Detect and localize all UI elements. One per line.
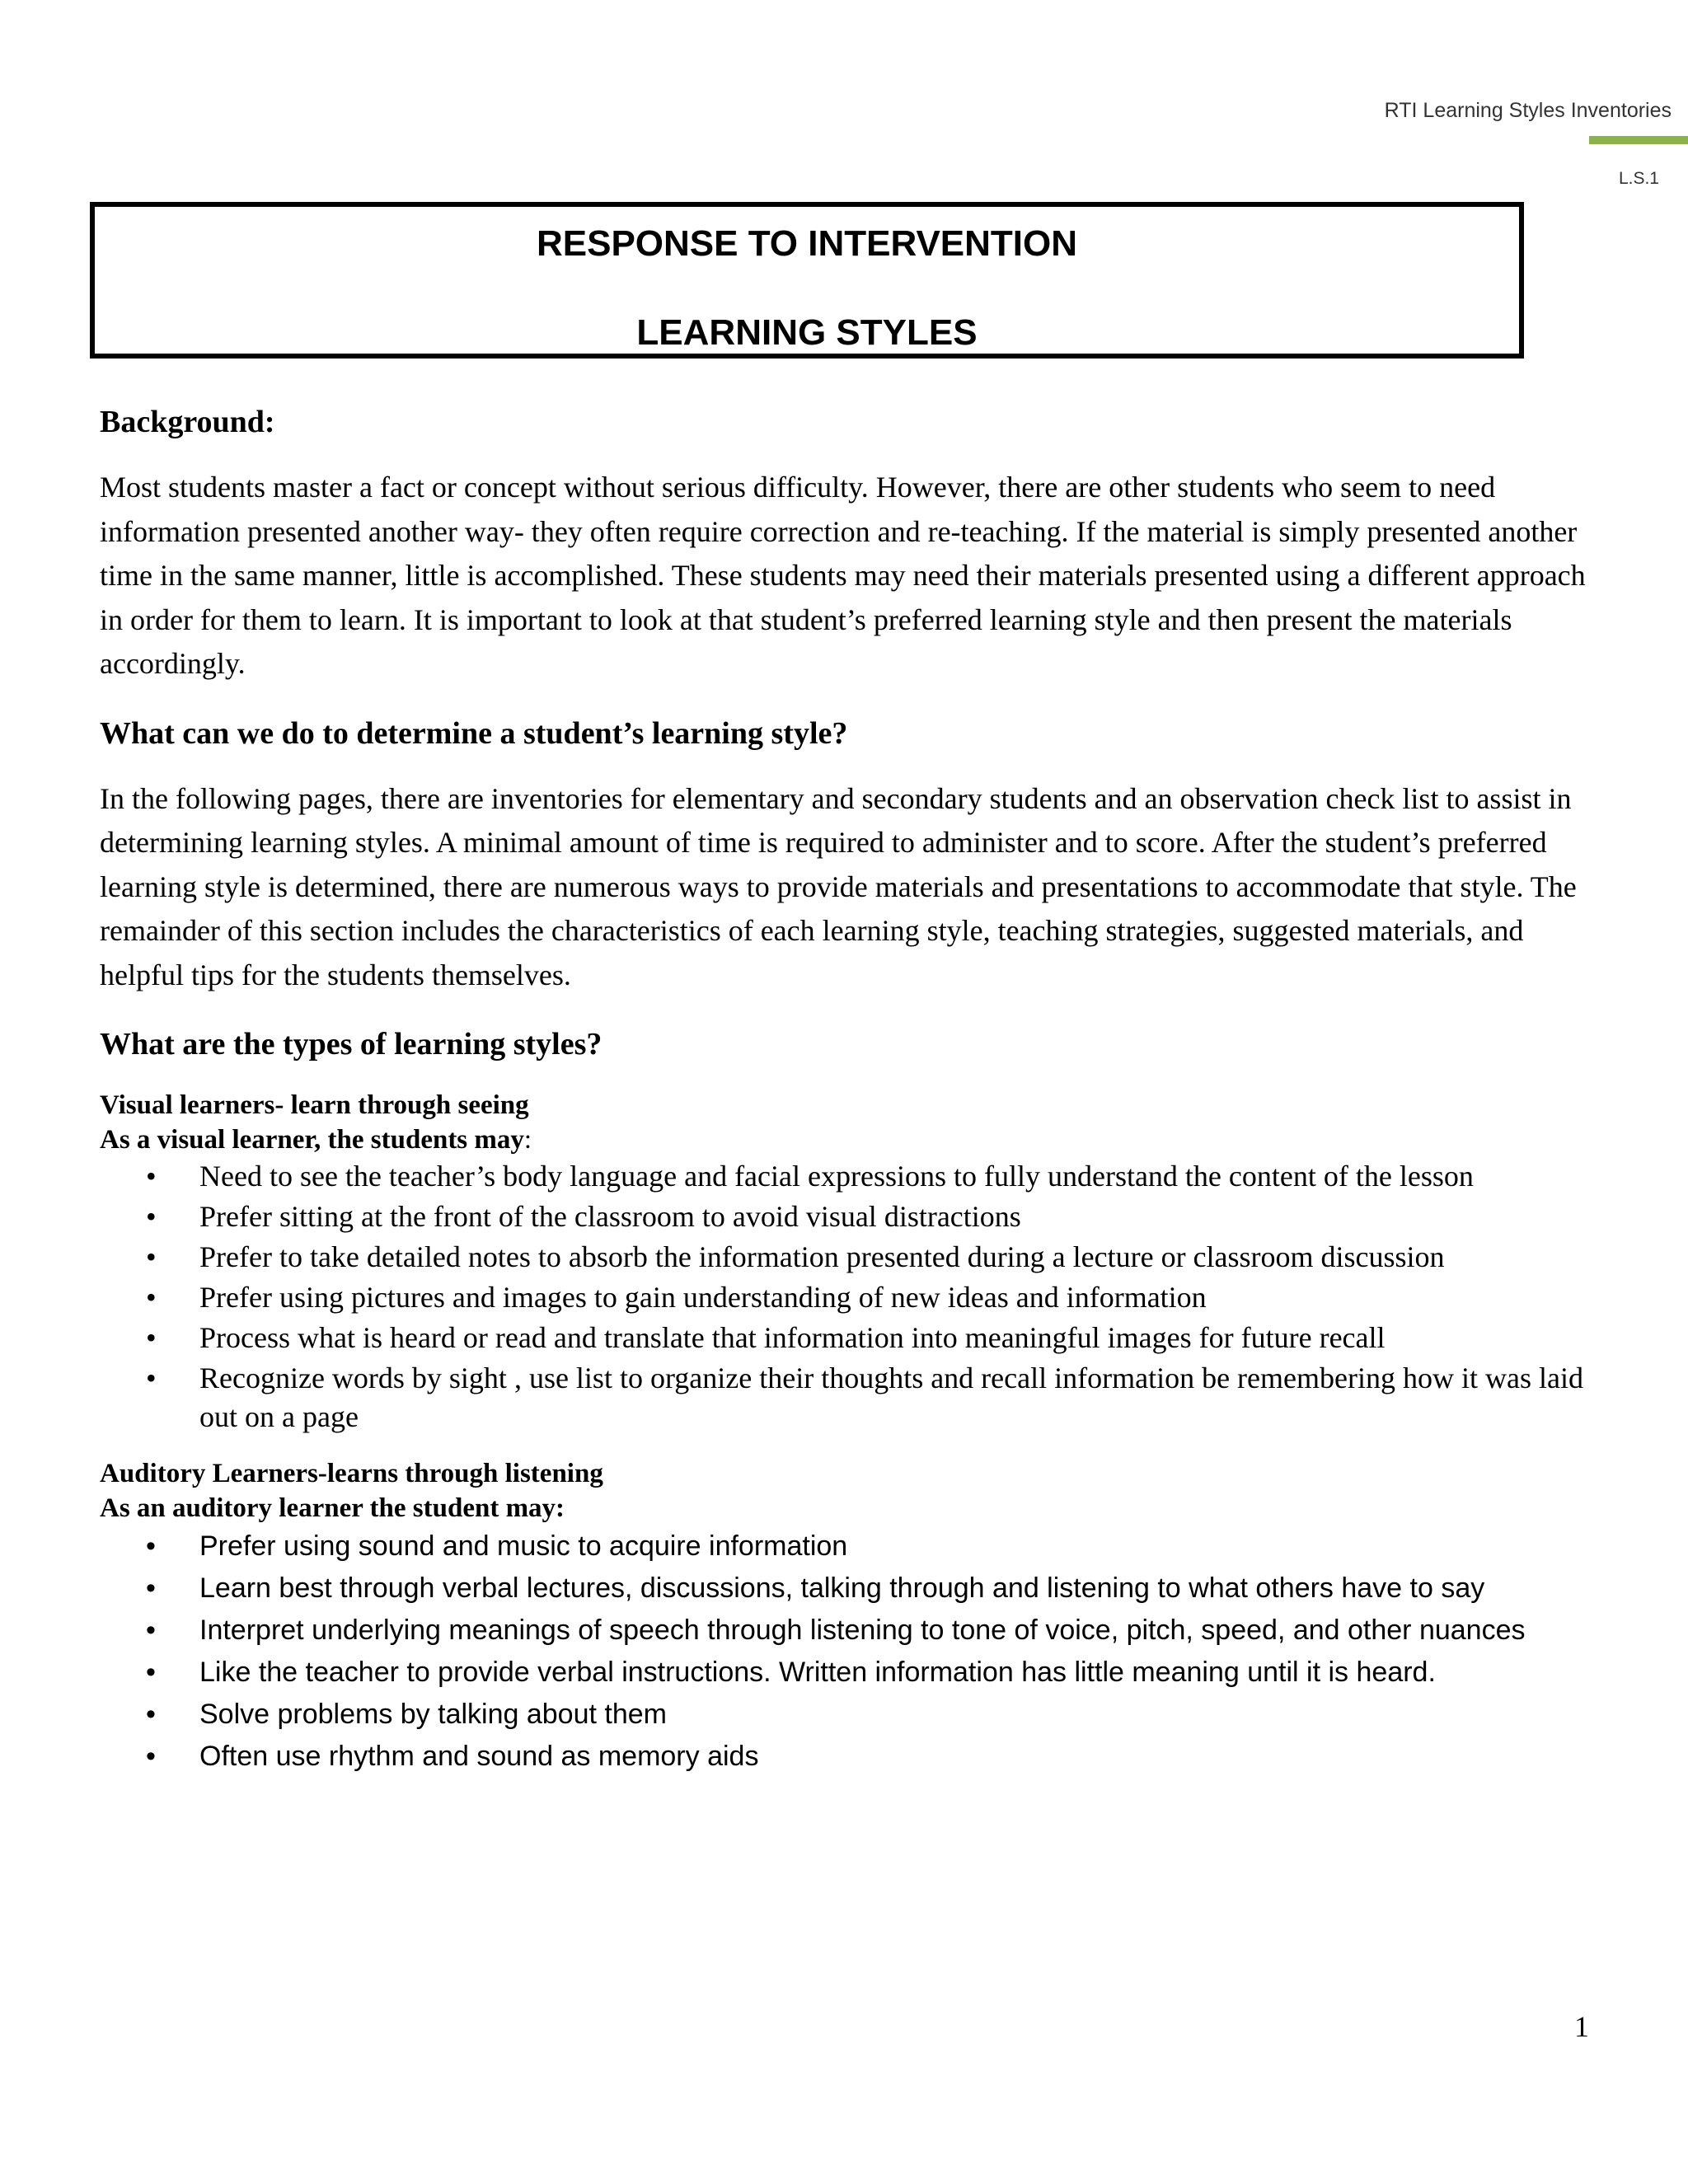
- list-item: • Interpret underlying meanings of speech through listening to tone of voice, pitch, speed, and other nuances: [100, 1610, 1608, 1651]
- list-item: • Learn best through verbal lectures, discussions, talking through and listening to what others have to say: [100, 1568, 1608, 1609]
- types-heading: What are the types of learning styles?: [100, 1027, 603, 1062]
- list-item: • Prefer to take detailed notes to absorb the information presented during a lecture or classroom discussion: [100, 1238, 1608, 1277]
- visual-learners-intro: [100, 1122, 1608, 1157]
- page-code: L.S.1: [1618, 169, 1659, 188]
- list-item: • Prefer sitting at the front of the classroom to avoid visual distractions: [100, 1197, 1608, 1236]
- list-item: • Prefer using sound and music to acquire information: [100, 1526, 1608, 1567]
- auditory-learners-intro: As an auditory learner the student may:: [100, 1493, 565, 1523]
- list-item: • Recognize words by sight , use list to organize their thoughts and recall information be remembering how it was laid out on a page: [100, 1359, 1608, 1436]
- header-accent-rule: [1589, 136, 1688, 144]
- list-item: • Need to see the teacher’s body language and facial expressions to fully understand the content of the lesson: [100, 1157, 1608, 1196]
- visual-intro-text: As a visual learner, the students may: [100, 1125, 524, 1155]
- list-item: • Solve problems by talking about them: [100, 1694, 1608, 1735]
- background-paragraph: Most students master a fact or concept without serious difficulty. However, there are other students who seem to need information presented another way- they often require correction and re-teaching. If the material is simply presented another time in the same manner, little is accomplished. These students may need their materials presented using a different approach in order for them to learn. It is important to look at that student’s preferred learning style and then present the materials accordingly.: [100, 471, 1586, 680]
- list-item: • Process what is heard or read and translate that information into meaningful images for future recall: [100, 1319, 1608, 1357]
- visual-learners-list: [100, 1157, 1608, 1436]
- determine-paragraph: In the following pages, there are inventories for elementary and secondary students and an observation check list to assist in determining learning styles. A minimal amount of time is required to administer and to score. After the student’s preferred learning style is determined, there are numerous ways to provide materials and presentations to accommodate that style. The remainder of this section includes the characteristics of each learning style, teaching strategies, suggested materials, and helpful tips for the students themselves.: [100, 781, 1577, 991]
- document-header-title: RTI Learning Styles Inventories: [1384, 99, 1672, 122]
- auditory-learners-list: [100, 1526, 1608, 1777]
- list-item: • Like the teacher to provide verbal instructions. Written information has little meaning until it is heard.: [100, 1652, 1608, 1693]
- background-heading: Background:: [100, 405, 275, 439]
- title-line-learning-styles: LEARNING STYLES: [636, 312, 978, 353]
- list-item: • Prefer using pictures and images to gain understanding of new ideas and information: [100, 1278, 1608, 1317]
- auditory-learners-title: Auditory Learners-learns through listening: [100, 1459, 603, 1488]
- visual-intro-colon: :: [523, 1125, 532, 1155]
- title-box: [90, 202, 1524, 359]
- title-line-response-to-intervention: RESPONSE TO INTERVENTION: [536, 223, 1078, 264]
- visual-learners-title: Visual learners- learn through seeing: [100, 1090, 529, 1120]
- list-item: • Often use rhythm and sound as memory aids: [100, 1736, 1608, 1777]
- page-number: 1: [1574, 2010, 1589, 2043]
- determine-heading: What can we do to determine a student’s learning style?: [100, 715, 848, 751]
- document-body: [100, 400, 1608, 1778]
